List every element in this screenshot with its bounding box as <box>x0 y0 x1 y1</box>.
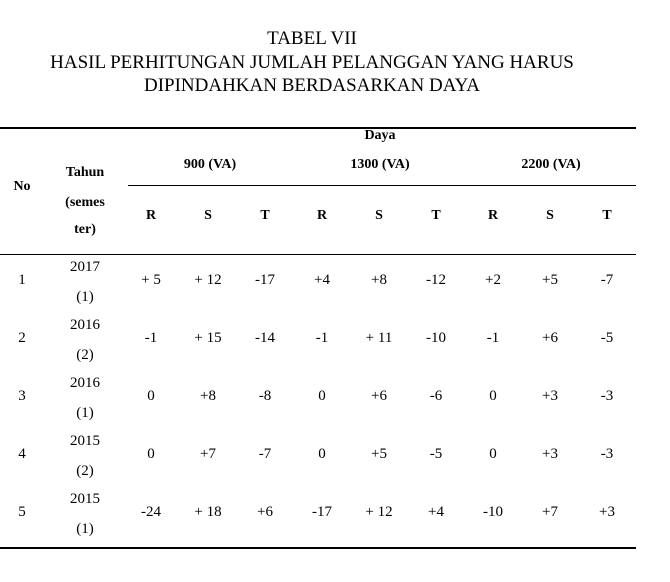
header-group-1300: 1300 (VA) <box>350 157 410 172</box>
cell-value: -10 <box>483 504 503 520</box>
cell-value: -10 <box>426 330 446 346</box>
cell-value: -8 <box>258 388 272 404</box>
cell-value: + 12 <box>365 504 393 520</box>
table-title-line2: HASIL PERHITUNGAN JUMLAH PELANGGAN YANG HARUS <box>50 52 574 73</box>
cell-value: + 18 <box>194 504 222 520</box>
cell-value: + 12 <box>194 272 222 288</box>
header-tahun-semester-end: ter) <box>74 222 96 237</box>
cell-value: +8 <box>200 388 216 404</box>
cell-value: -1 <box>315 330 329 346</box>
cell-value: -6 <box>429 388 443 404</box>
cell-value: +2 <box>485 272 501 288</box>
table-title-line3: DIPINDAHKAN BERDASARKAN DAYA <box>143 75 481 96</box>
cell-value: 0 <box>147 388 155 404</box>
row-no: 4 <box>18 446 26 462</box>
cell-value: -14 <box>255 330 275 346</box>
cell-value: + 15 <box>194 330 222 346</box>
cell-value: -7 <box>600 272 614 288</box>
cell-value: +5 <box>542 272 558 288</box>
row-semester: (1) <box>76 289 94 305</box>
cell-value: +3 <box>599 504 615 520</box>
table-title: TABEL VII <box>267 28 357 49</box>
cell-value: 0 <box>318 446 326 462</box>
cell-value: -3 <box>600 446 614 462</box>
cell-value: -24 <box>141 504 161 520</box>
cell-value: +6 <box>542 330 558 346</box>
row-no: 3 <box>18 388 26 404</box>
row-year: 2016 <box>70 317 100 333</box>
header-phase: S <box>375 208 383 223</box>
row-no: 2 <box>18 330 26 346</box>
cell-value: -5 <box>600 330 614 346</box>
row-semester: (1) <box>76 405 94 421</box>
header-phase: R <box>487 208 499 223</box>
cell-value: -7 <box>258 446 272 462</box>
row-year: 2015 <box>70 491 100 507</box>
table-bottom-rule <box>0 547 636 549</box>
cell-value: -1 <box>144 330 158 346</box>
cell-value: + 11 <box>365 330 393 346</box>
header-phase: T <box>431 208 441 223</box>
cell-value: +8 <box>371 272 387 288</box>
cell-value: +4 <box>428 504 444 520</box>
row-semester: (2) <box>76 347 94 363</box>
header-daya: Daya <box>364 128 396 143</box>
cell-value: +3 <box>542 446 558 462</box>
header-phase: S <box>546 208 554 223</box>
cell-value: +7 <box>542 504 558 520</box>
cell-value: + 5 <box>141 272 161 288</box>
cell-value: -1 <box>486 330 500 346</box>
row-semester: (2) <box>76 463 94 479</box>
cell-value: 0 <box>318 388 326 404</box>
cell-value: -5 <box>429 446 443 462</box>
cell-value: +4 <box>314 272 330 288</box>
row-no: 1 <box>18 272 26 288</box>
cell-value: +6 <box>257 504 273 520</box>
row-no: 5 <box>18 504 26 520</box>
row-year: 2015 <box>70 433 100 449</box>
cell-value: 0 <box>489 388 497 404</box>
cell-value: -3 <box>600 388 614 404</box>
row-year: 2016 <box>70 375 100 391</box>
cell-value: -12 <box>426 272 446 288</box>
daya-header-rule <box>128 185 636 186</box>
header-group-2200: 2200 (VA) <box>521 157 581 172</box>
cell-value: +6 <box>371 388 387 404</box>
row-year: 2017 <box>70 259 100 275</box>
header-tahun: Tahun <box>65 165 105 180</box>
row-semester: (1) <box>76 521 94 537</box>
header-phase: S <box>204 208 212 223</box>
cell-value: +5 <box>371 446 387 462</box>
cell-value: +3 <box>542 388 558 404</box>
cell-value: 0 <box>489 446 497 462</box>
table-top-rule <box>0 127 636 129</box>
header-phase: R <box>316 208 328 223</box>
header-phase: T <box>260 208 270 223</box>
header-group-900: 900 (VA) <box>183 157 237 172</box>
cell-value: -17 <box>312 504 332 520</box>
header-no: No <box>13 179 31 194</box>
header-tahun-semester: (semes <box>65 195 105 210</box>
cell-value: 0 <box>147 446 155 462</box>
header-phase: R <box>145 208 157 223</box>
cell-value: +7 <box>200 446 216 462</box>
cell-value: -17 <box>255 272 275 288</box>
header-phase: T <box>602 208 612 223</box>
header-bottom-rule <box>0 254 636 255</box>
